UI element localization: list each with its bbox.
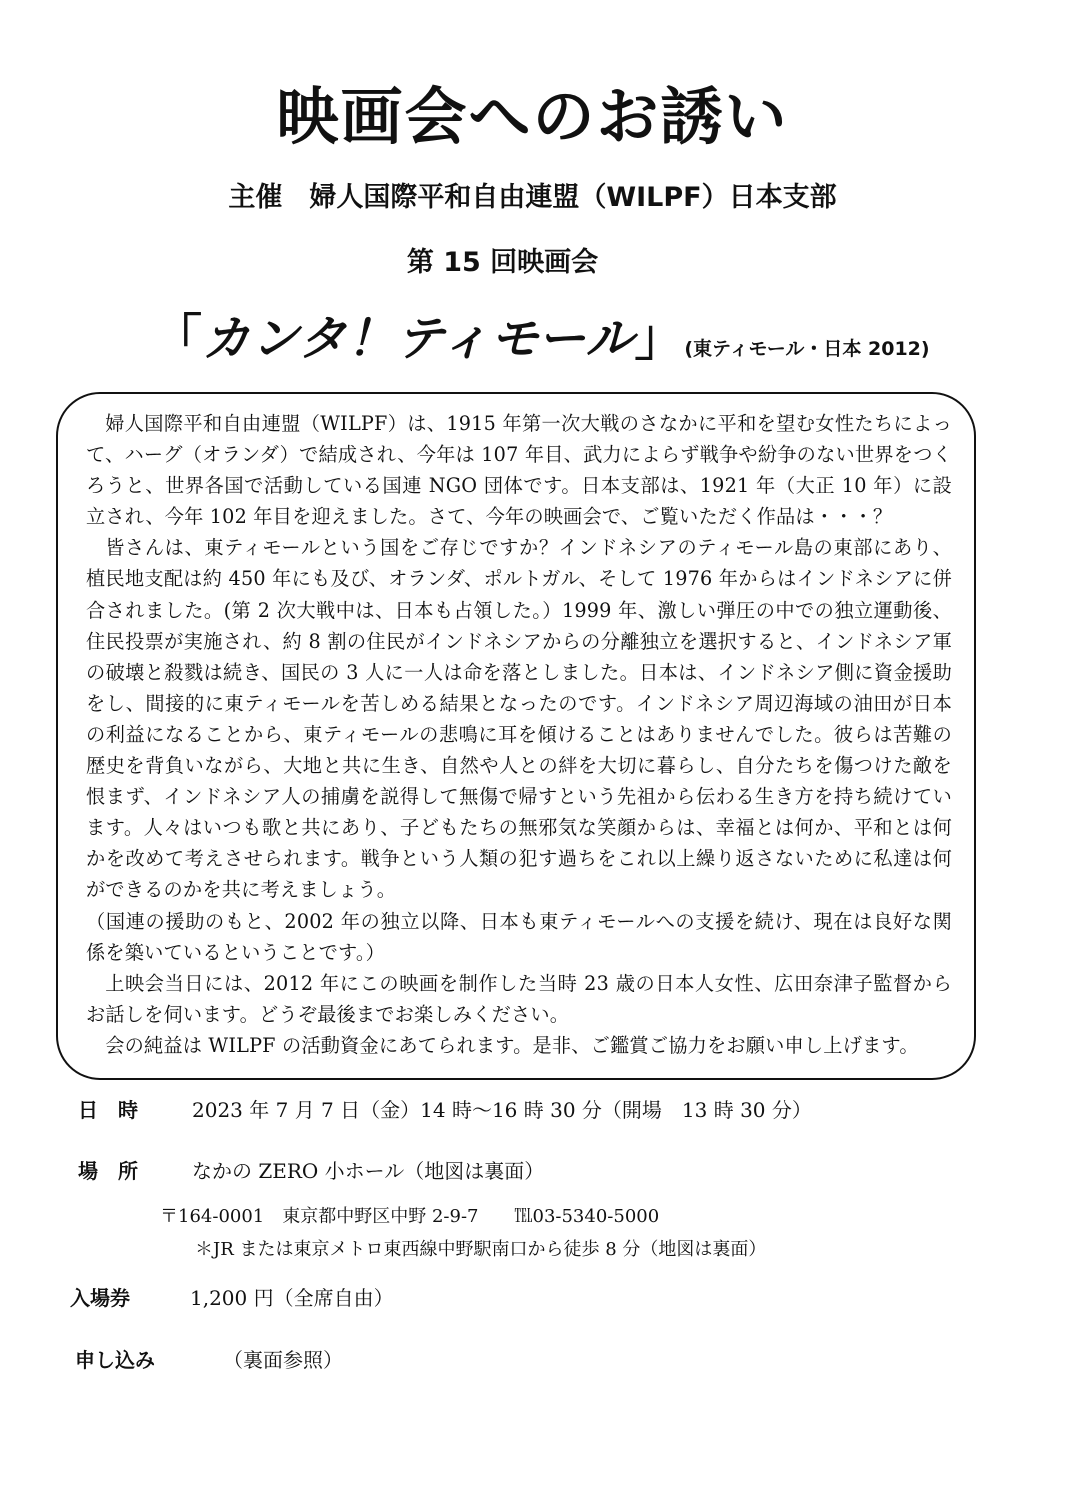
page-title: 映画会へのお誘い xyxy=(276,80,789,153)
date-value: 2023 年 7 月 7 日（金）14 時〜16 時 30 分（開場 13 時 30 分） xyxy=(192,1098,812,1122)
film-title xyxy=(152,306,930,381)
description-box xyxy=(56,392,976,1080)
venue-address: 〒164-0001 東京都中野区中野 2-9-7 ℡03-5340-5000 xyxy=(160,1206,660,1227)
venue-label: 場 所 xyxy=(78,1159,138,1183)
edition-line: 第 15 回映画会 xyxy=(406,247,599,278)
film-close-bracket: 」 xyxy=(634,309,685,367)
description-paragraph-1: 婦人国際平和自由連盟（WILPF）は、1915 年第一次大戦のさなかに平和を望む女性たちによって、ハーグ（オランダ）で結成され、今年は 107 年目、武力によらず戦争や紛争のない世界をつくろうと、世界各国で活動している国連 NGO 団体です。日本支部は、1921 年（大正 10 年）に設立され、今年 102 年目を迎えました。さて、今年の映画会で、ご覧いただく作品は・・・？ xyxy=(86,412,952,529)
organizer-line: 主催 婦人国際平和自由連盟（WILPF）日本支部 xyxy=(228,182,837,213)
description-paragraph-5: 会の純益は WILPF の活動資金にあてられます。是非、ご鑑賞ご協力をお願い申し上げます。 xyxy=(105,1033,919,1057)
apply-label: 申し込み xyxy=(75,1348,155,1372)
film-subtitle: (東ティモール・日本 2012) xyxy=(684,338,930,360)
description-paragraph-4: 上映会当日には、2012 年にこの映画を制作した当時 23 歳の日本人女性、広田奈津子監督からお話しを伺います。どうぞ最後までお楽しみください。 xyxy=(86,971,952,1026)
venue-access: ＊JR または東京メトロ東西線中野駅南口から徒歩 8 分（地図は裏面） xyxy=(195,1239,767,1260)
ticket-label: 入場券 xyxy=(70,1286,130,1310)
film-name: カンタ！ティモール xyxy=(202,311,635,367)
description-paragraph-2: 皆さんは、東ティモールという国をご存じですか？インドネシアのティモール島の東部にあり、植民地支配は約 450 年にも及び、オランダ、ポルトガル、そして 1976 年からはインドネシアに併合されました。(第 2 次大戦中は、日本も占領した。）1999 年、激しい弾圧の中での独立運動後、住民投票が実施され、約 8 割の住民がインドネシアからの分離独立を選択すると、インドネシア軍の破壊と殺戮は続き、国民の 3 人に一人は命を落としました。日本は、インドネシア側に資金援助をし、間接的に東ティモールを苦しめる結果となったのです。インドネシア周辺海域の油田が日本の利益になることから、東ティモールの悲鳴に耳を傾けることはありませんでした。彼らは苦難の歴史を背負いながら、大地と共に生き、自然や人との絆を大切に暮らし、自分たちを傷つけた敵を恨まず、インドネシア人の捕虜を説得して無傷で帰すという先祖から伝わる生き方を持ち続けています。人々はいつも歌と共にあり、子どもたちの無邪気な笑顔からは、幸福とは何か、平和とは何かを改めて考えさせられます。戦争という人類の犯す過ちをこれ以上繰り返さないために私達は何ができるのかを共に考えましょう。 xyxy=(86,536,952,902)
ticket-value: 1,200 円（全席自由） xyxy=(190,1286,394,1310)
apply-value: （裏面参照） xyxy=(223,1348,343,1372)
film-open-bracket: 「 xyxy=(152,309,202,367)
description-paragraph-3: （国連の援助のもと、2002 年の独立以降、日本も東ティモールへの支援を続け、現在は良好な関係を築いているということです。） xyxy=(86,909,952,964)
date-label: 日 時 xyxy=(78,1098,138,1122)
venue-value: なかの ZERO 小ホール（地図は裏面） xyxy=(192,1159,545,1183)
